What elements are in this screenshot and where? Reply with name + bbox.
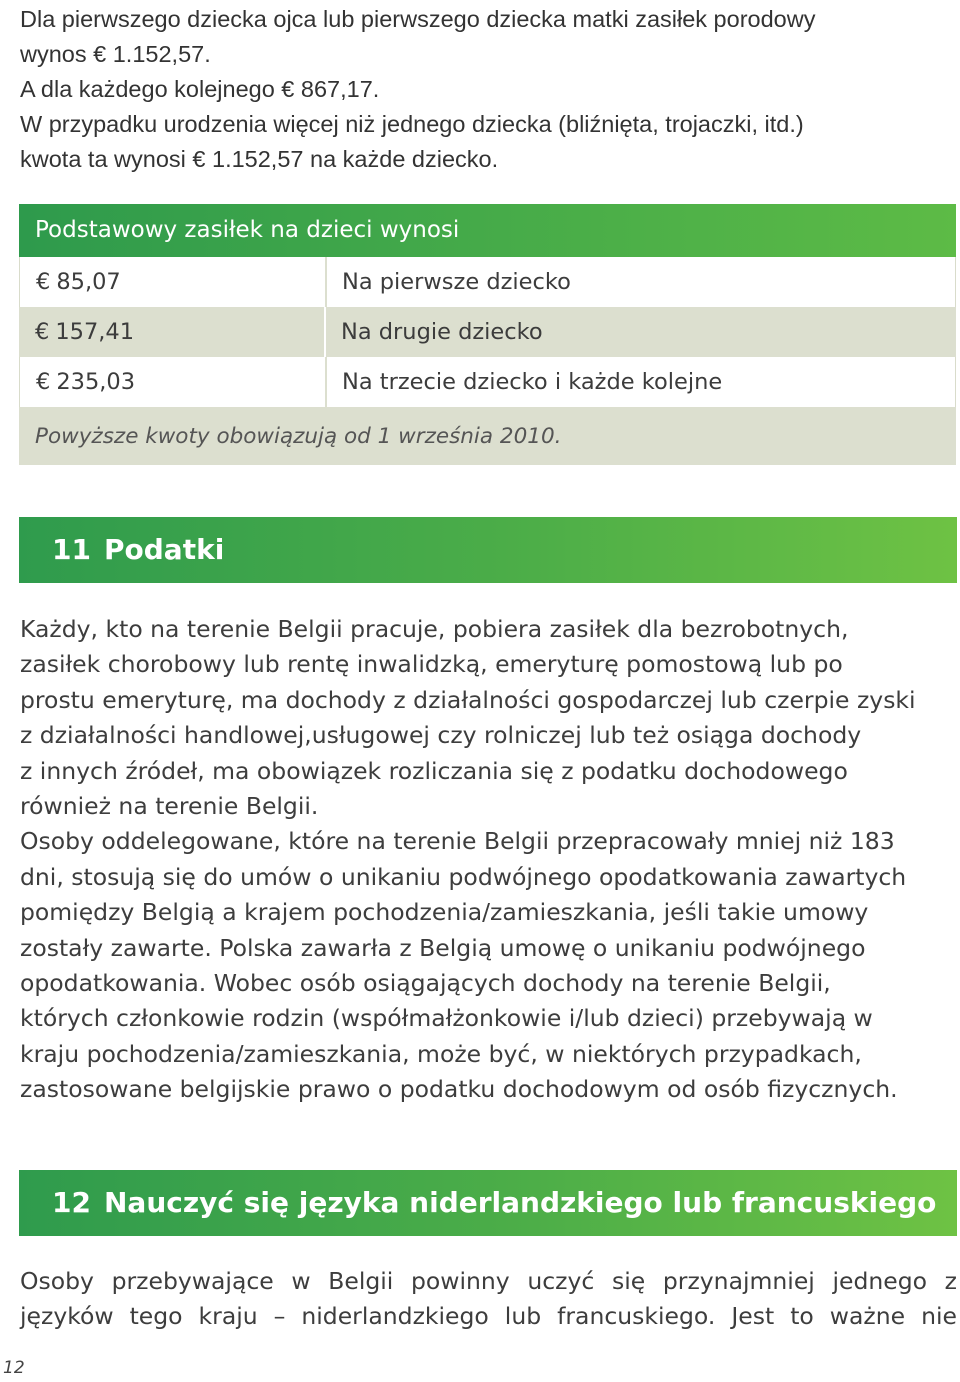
word: lub — [504, 1302, 542, 1331]
word: nie — [921, 1302, 957, 1331]
word: się — [611, 1267, 646, 1295]
amount-value: 157,41 — [55, 319, 135, 345]
euro-symbol: € — [35, 319, 50, 345]
body-line — [20, 1299, 957, 1334]
body-line: kraju pochodzenia/zamieszkania, może być, w niektórych przypadkach, — [20, 1039, 862, 1068]
table-row — [19, 307, 956, 357]
euro-symbol: € — [36, 369, 51, 395]
intro-line: Dla pierwszego dziecka ojca lub pierwszego dziecka matki zasiłek porodowy — [20, 6, 816, 32]
amount-cell — [20, 357, 327, 407]
intro-line: W przypadku urodzenia więcej niż jednego dziecka (bliźnięta, trojaczki, itd.) — [20, 111, 804, 137]
description-cell: Na pierwsze dziecko — [342, 269, 571, 295]
amount-value: 85,07 — [56, 269, 121, 295]
word: uczyć — [527, 1267, 595, 1295]
amount-value: 235,03 — [56, 369, 136, 395]
body-line: opodatkowania. Wobec osób osiągających dochody na terenie Belgii, — [20, 969, 831, 998]
intro-paragraph — [20, 2, 950, 177]
intro-line: A dla każdego kolejnego € 867,17. — [20, 76, 380, 102]
body-line: których członkowie rodzin (współmałżonkowie i/lub dzieci) przebywają w — [20, 1004, 873, 1033]
body-line: z innych źródeł, ma obowiązek rozliczania się z podatku dochodowego — [20, 756, 848, 785]
body-line: zastosowane belgijskie prawo o podatku dochodowym od osób fizycznych. — [20, 1075, 898, 1104]
allowance-table-header: Podstawowy zasiłek na dzieci wynosi — [19, 204, 956, 257]
body-line: dni, stosują się do umów o unikaniu podwójnego opodatkowania zawartych — [20, 862, 907, 891]
section-title: Nauczyć się języka niderlandzkiego lub francuskiego — [104, 1186, 937, 1219]
word: niderlandzkiego — [301, 1302, 489, 1331]
word: ważne — [829, 1302, 906, 1331]
word: języków — [20, 1302, 114, 1331]
amount-cell — [19, 307, 326, 357]
body-line: zostały zawarte. Polska zawarła z Belgią umowę o unikaniu podwójnego — [20, 933, 866, 962]
body-line: pomiędzy Belgią a krajem pochodzenia/zamieszkania, jeśli takie umowy — [20, 898, 869, 927]
euro-symbol: € — [36, 269, 51, 295]
allowance-table-footnote: Powyższe kwoty obowiązują od 1 września 2010. — [19, 407, 956, 465]
body-line: z działalności handlowej,usługowej czy rolniczej lub też osiąga dochody — [20, 721, 862, 750]
word: powinny — [410, 1267, 510, 1295]
word: tego — [129, 1302, 183, 1331]
section-12-header — [19, 1170, 957, 1236]
word: to — [790, 1302, 814, 1331]
word: przynajmniej — [662, 1267, 815, 1295]
page-number: 12 — [3, 1358, 25, 1378]
section-11-header — [19, 517, 957, 583]
section-title: Podatki — [104, 533, 225, 566]
body-line: zasiłek chorobowy lub rentę inwalidzką, emeryturę pomostową lub po — [20, 650, 843, 679]
description-cell: Na trzecie dziecko i każde kolejne — [342, 369, 723, 395]
word: jednego — [832, 1267, 928, 1295]
section-11-body — [20, 612, 950, 1108]
body-line: Każdy, kto na terenie Belgii pracuje, pobiera zasiłek dla bezrobotnych, — [20, 615, 849, 643]
intro-line: kwota ta wynosi € 1.152,57 na każde dziecko. — [20, 146, 499, 172]
word: francuskiego. — [557, 1302, 716, 1331]
table-row — [19, 257, 956, 307]
word: Osoby — [20, 1267, 94, 1295]
amount-cell — [20, 257, 327, 307]
intro-line: wynos € 1.152,57. — [20, 41, 211, 67]
body-line: również na terenie Belgii. — [20, 792, 319, 821]
word: przebywające — [111, 1267, 274, 1295]
word: kraju — [198, 1302, 258, 1331]
word: w — [291, 1267, 311, 1295]
body-line — [20, 1264, 957, 1299]
body-line: prostu emeryturę, ma dochody z działalności gospodarczej lub czerpie zyski — [20, 685, 916, 714]
table-row — [19, 357, 956, 407]
body-line: Osoby oddelegowane, które na terenie Belgii przepracowały mniej niż 183 — [20, 827, 895, 856]
section-number: 12 — [52, 1186, 91, 1219]
word: z — [944, 1267, 957, 1295]
description-cell: Na drugie dziecko — [341, 319, 543, 345]
word: Jest — [731, 1302, 775, 1331]
section-number: 11 — [52, 533, 91, 566]
word: – — [273, 1302, 286, 1331]
word: Belgii — [328, 1267, 394, 1295]
allowance-table — [19, 204, 956, 466]
section-12-body — [20, 1264, 957, 1335]
